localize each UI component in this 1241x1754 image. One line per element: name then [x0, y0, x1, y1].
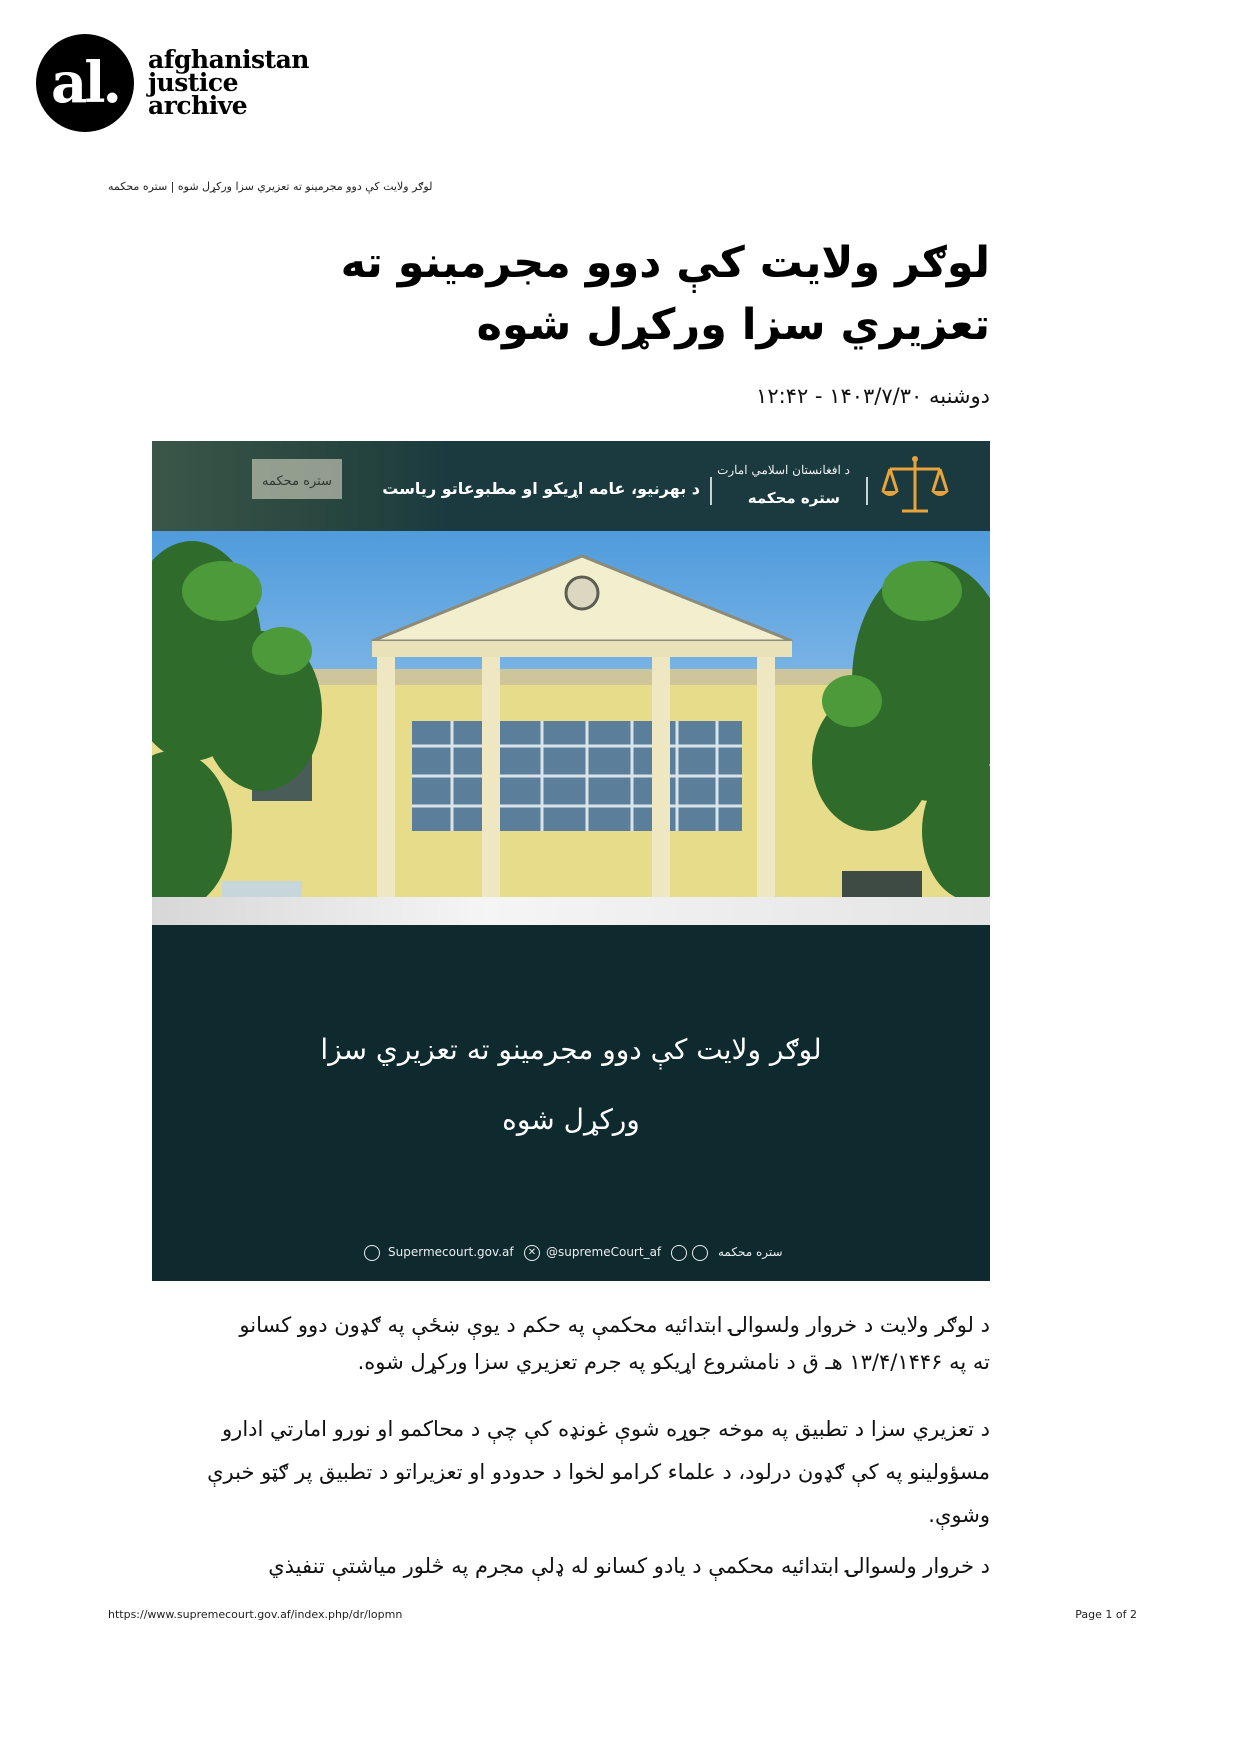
article-date: دوشنبه ۱۴۰۳/۷/۳۰ - ۱۲:۴۲ [756, 384, 990, 408]
court-label: ستره محکمه [747, 489, 840, 507]
page-number: Page 1 of 2 [1075, 1608, 1137, 1621]
website-label: Supermecourt.gov.af [388, 1245, 514, 1259]
scales-of-justice-icon [880, 451, 950, 521]
article-paragraph: د تعزيري سزا د تطبيق په موخه جوړه شوې غونډه کې چې د محاکمو او نورو امارتي ادارو مسؤولينو په کې ګډون درلود، د علماء کرامو لخوا د حدودو او تعزيراتو د تطبيق پر ګټو خبرې وشوې. [207, 1417, 990, 1527]
photo-divider-strip [152, 897, 990, 925]
building-sign-icon [252, 459, 342, 499]
article-paragraph: د لوګر ولایت د خروار ولسوالۍ ابتدائیه محکمې په حکم د یوې ښځې په ګډون دوو کسانو ته په ۱۳/۴/۱۴۴۶ هـ ق د نامشروع اړیکو په جرم تعزيري سزا ورکړل شوه. [239, 1313, 990, 1374]
archive-logo [36, 34, 336, 134]
whatsapp-icon [692, 1245, 708, 1261]
hero-caption: لوګر ولايت کې دوو مجرمينو ته تعزيري سزا ورکړل شوه [320, 1033, 822, 1136]
hero-social-footer [152, 1243, 990, 1267]
page-title: لوګر ولايت کې دوو مجرمينو ته تعزيري سزا ورکړل شوه [340, 238, 990, 350]
social-handle: ستره محکمه [718, 1245, 783, 1259]
emirate-label: د افغانستان اسلامي امارت [717, 463, 850, 477]
hero-caption-panel [152, 925, 990, 1281]
department-label: د بهرنيو، عامه اړيکو او مطبوعاتو رياست [382, 479, 700, 498]
logo-mark: al. [36, 34, 134, 132]
x-handle: @supremeCourt_af [546, 1245, 662, 1259]
hero-image [152, 441, 990, 1281]
header-divider [866, 477, 868, 505]
source-url: https://www.supremecourt.gov.af/index.php/dr/lopmn [108, 1608, 403, 1621]
svg-text:ستره محکمه: ستره محکمه [262, 474, 332, 489]
breadcrumb: لوګر ولايت کې دوو مجرمينو ته تعزيري سزا ورکړل شوه | ستره محکمه [108, 180, 433, 193]
header-divider [710, 477, 712, 505]
logo-wordmark: afghanistan justice archive [148, 45, 309, 120]
globe-icon [364, 1245, 380, 1261]
hero-header-bar [152, 441, 990, 531]
telegram-icon [671, 1245, 687, 1261]
x-icon: ✕ [524, 1245, 540, 1261]
article-paragraph: د خروار ولسوالۍ ابتدائیه محکمې د یادو کسانو له ډلې مجرم په څلور میاشتې تنفيذي [268, 1554, 990, 1578]
court-building-photo [152, 531, 990, 897]
